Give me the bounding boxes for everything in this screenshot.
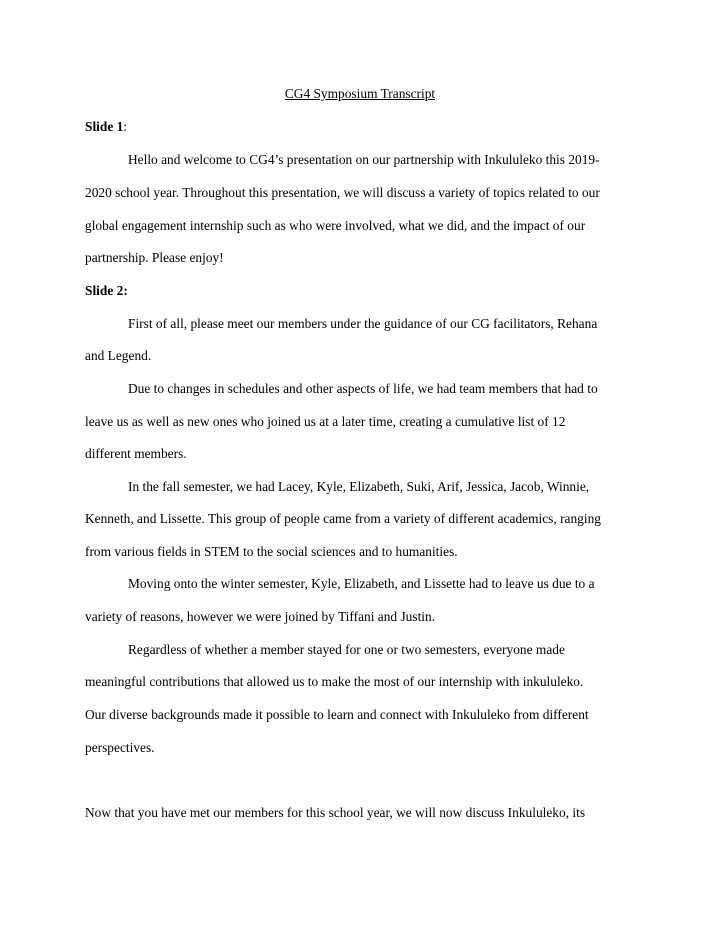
slide-1-heading-line (85, 118, 127, 136)
paragraph-line: meaningful contributions that allowed us to make the most of our internship with inkululeko. (85, 674, 584, 689)
paragraph-line: global engagement internship such as who were involved, what we did, and the impact of our (85, 218, 586, 233)
paragraph-line: Our diverse backgrounds made it possible to learn and connect with Inkululeko from different (85, 707, 589, 722)
paragraph-line: Due to changes in schedules and other aspects of life, we had team members that had to (128, 381, 598, 396)
paragraph-line: 2020 school year. Throughout this presentation, we will discuss a variety of topics related to our (85, 185, 600, 200)
paragraph-line: partnership. Please enjoy! (85, 250, 224, 265)
paragraph-line: In the fall semester, we had Lacey, Kyle, Elizabeth, Suki, Arif, Jessica, Jacob, Winnie, (128, 479, 590, 494)
paragraph-line: from various fields in STEM to the social sciences and to humanities. (85, 544, 458, 559)
paragraph-line: variety of reasons, however we were joined by Tiffani and Justin. (85, 609, 436, 624)
paragraph-line: Moving onto the winter semester, Kyle, Elizabeth, and Lissette had to leave us due to a (128, 576, 595, 591)
paragraph-line: First of all, please meet our members under the guidance of our CG facilitators, Rehana (128, 316, 598, 331)
slide-1-heading: Slide 1 (85, 119, 124, 134)
paragraph-line: Now that you have met our members for this school year, we will now discuss Inkululeko, its (85, 805, 586, 820)
paragraph-line: and Legend. (85, 348, 152, 363)
paragraph-line: Regardless of whether a member stayed for one or two semesters, everyone made (128, 642, 565, 657)
slide-1-colon: : (123, 119, 128, 134)
paragraph-line: perspectives. (85, 740, 155, 755)
paragraph-line: Hello and welcome to CG4’s presentation on our partnership with Inkululeko this 2019- (128, 152, 600, 167)
paragraph-line: Kenneth, and Lissette. This group of people came from a variety of different academics, ranging (85, 511, 601, 526)
slide-2-heading: Slide 2: (85, 283, 128, 298)
document-title: CG4 Symposium Transcript (284, 86, 436, 101)
paragraph-line: leave us as well as new ones who joined us at a later time, creating a cumulative list of 12 (85, 414, 566, 429)
paragraph-line: different members. (85, 446, 187, 461)
